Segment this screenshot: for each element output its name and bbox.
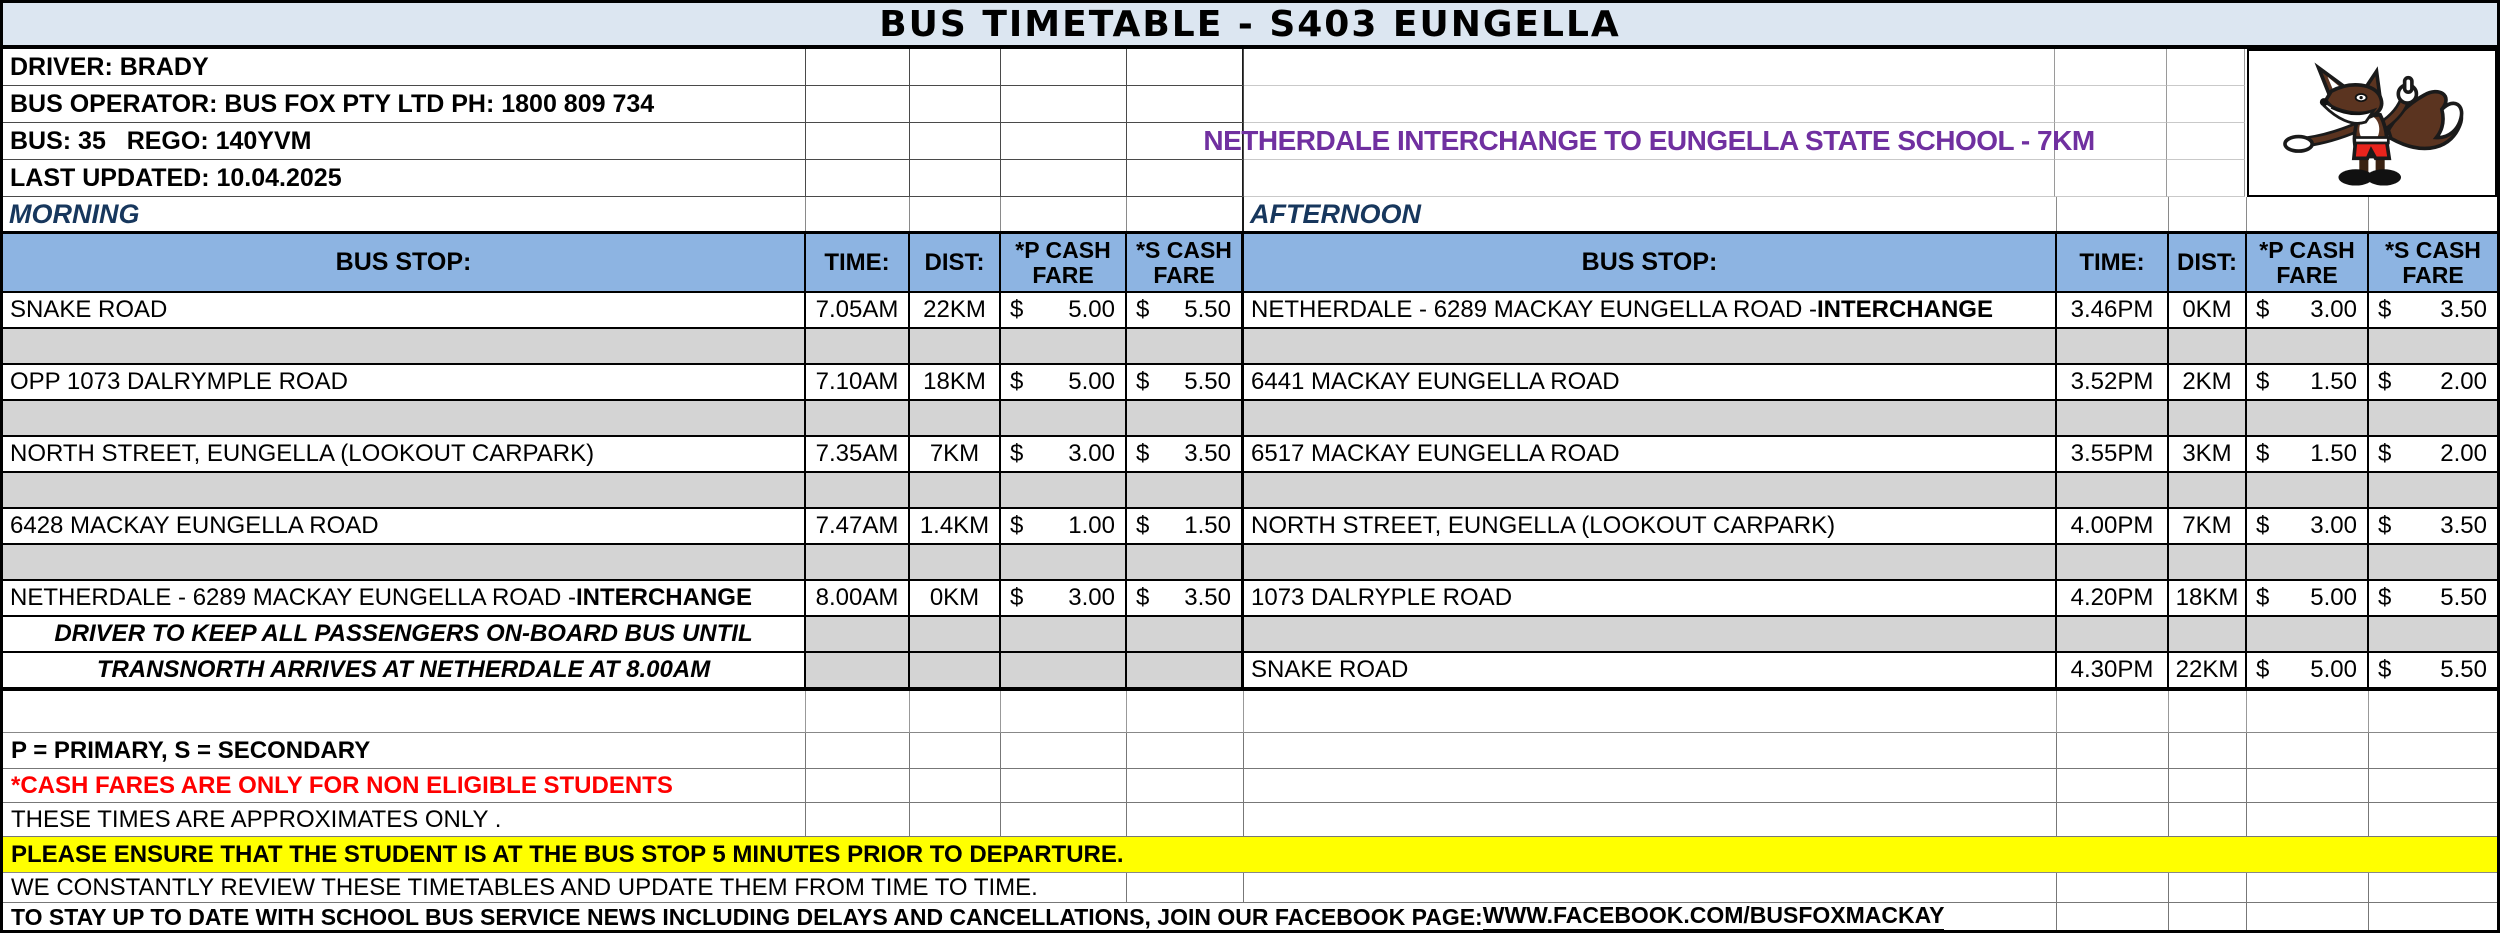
table-row — [3, 293, 2497, 329]
dist-header: DIST: — [910, 234, 1001, 293]
driver-note-row — [3, 653, 2497, 689]
dist-cell: 18KM — [910, 365, 1001, 401]
stop-cell: 6428 MACKAY EUNGELLA ROAD — [3, 509, 806, 545]
s-fare-cell: $ 2.00 — [2369, 437, 2497, 473]
time-header: TIME: — [2057, 234, 2169, 293]
s-fare-cell: $ 1.50 — [1127, 509, 1244, 545]
time-cell: 7.47AM — [806, 509, 910, 545]
timetable-body — [3, 293, 2497, 691]
stop-header: BUS STOP: — [1244, 234, 2057, 293]
cash-fare-warning: *CASH FARES ARE ONLY FOR NON ELIGIBLE STUDENTS — [3, 769, 687, 802]
s-fare-cell: $ 3.50 — [1127, 581, 1244, 617]
s-fare-cell: $ 5.50 — [1127, 365, 1244, 401]
separator-row — [3, 473, 2497, 509]
info-row-operator — [3, 86, 1242, 123]
footer-row-cash-warning — [3, 769, 2497, 803]
footer-row-early-notice — [3, 837, 2497, 873]
table-header-row — [3, 233, 2497, 293]
time-cell: 4.30PM — [2057, 653, 2169, 689]
footer-row-legend — [3, 733, 2497, 769]
s-fare-cell: $ 5.50 — [1127, 293, 1244, 329]
s-fare-cell: $ 2.00 — [2369, 365, 2497, 401]
s-fare-header: *S CASH FARE — [2369, 234, 2497, 293]
s-fare-cell: $ 3.50 — [2369, 509, 2497, 545]
stop-cell: SNAKE ROAD — [3, 293, 806, 329]
separator-row — [3, 401, 2497, 437]
page-title: BUS TIMETABLE - S403 EUNGELLA — [879, 3, 1621, 45]
p-fare-cell: $ 3.00 — [2247, 293, 2369, 329]
driver-note-line2: TRANSNORTH ARRIVES AT NETHERDALE AT 8.00AM — [3, 653, 806, 689]
dist-cell: 7KM — [910, 437, 1001, 473]
time-cell: 8.00AM — [806, 581, 910, 617]
info-zone — [3, 49, 2497, 197]
p-fare-cell: $ 5.00 — [1001, 365, 1127, 401]
dist-cell: 3KM — [2169, 437, 2247, 473]
stop-cell: NETHERDALE - 6289 MACKAY EUNGELLA ROAD - INTERCHANGE — [1244, 293, 2057, 329]
time-cell: 4.00PM — [2057, 509, 2169, 545]
fare-legend: P = PRIMARY, S = SECONDARY — [3, 733, 384, 768]
time-cell: 3.46PM — [2057, 293, 2169, 329]
logo-cell — [2247, 49, 2497, 197]
last-updated-label: LAST UPDATED: 10.04.2025 — [3, 160, 806, 197]
dist-cell: 22KM — [910, 293, 1001, 329]
route-banner-zone — [1203, 49, 2247, 197]
approx-times-note: THESE TIMES ARE APPROXIMATES ONLY . — [3, 803, 515, 836]
s-fare-cell: $ 5.50 — [2369, 653, 2497, 689]
stop-cell: 1073 DALRYPLE ROAD — [1244, 581, 2057, 617]
p-fare-header: *P CASH FARE — [1001, 234, 1127, 293]
time-cell: 7.35AM — [806, 437, 910, 473]
info-row-bus-rego — [3, 123, 1242, 160]
operator-label: BUS OPERATOR: BUS FOX PTY LTD PH: 1800 809 734 — [3, 86, 806, 123]
p-fare-cell: $ 1.50 — [2247, 365, 2369, 401]
dist-header: DIST: — [2169, 234, 2247, 293]
driver-label: DRIVER: BRADY — [3, 49, 806, 86]
p-fare-cell: $ 5.00 — [1001, 293, 1127, 329]
facebook-note: TO STAY UP TO DATE WITH SCHOOL BUS SERVICE NEWS INCLUDING DELAYS AND CANCELLATIONS, JOIN OUR FACEBOOK PAGE: WWW.FACEBOOK.COM/BUSFOXMACKAY — [3, 903, 1958, 931]
p-fare-cell: $ 3.00 — [2247, 509, 2369, 545]
time-cell: 4.20PM — [2057, 581, 2169, 617]
table-row — [3, 437, 2497, 473]
s-fare-cell: $ 3.50 — [1127, 437, 1244, 473]
route-banner: NETHERDALE INTERCHANGE TO EUNGELLA STATE SCHOOL - 7KM — [1244, 123, 2055, 160]
dist-cell: 2KM — [2169, 365, 2247, 401]
footer-row-facebook — [3, 903, 2497, 932]
time-cell: 3.55PM — [2057, 437, 2169, 473]
afternoon-label: AFTERNOON — [1244, 197, 2057, 231]
stop-header: BUS STOP: — [3, 234, 806, 293]
dist-cell: 7KM — [2169, 509, 2247, 545]
info-row-last-updated — [3, 160, 1242, 197]
dist-cell: 18KM — [2169, 581, 2247, 617]
info-row-driver — [3, 49, 1242, 86]
stop-cell: 6441 MACKAY EUNGELLA ROAD — [1244, 365, 2057, 401]
title-bar — [3, 3, 2497, 49]
dist-cell: 1.4KM — [910, 509, 1001, 545]
time-cell: 7.05AM — [806, 293, 910, 329]
table-row — [3, 365, 2497, 401]
s-fare-cell: $ 5.50 — [2369, 581, 2497, 617]
p-fare-cell: $ 5.00 — [2247, 581, 2369, 617]
table-row — [3, 581, 2497, 617]
morning-label: MORNING — [3, 197, 806, 231]
stop-cell: SNAKE ROAD — [1244, 653, 2057, 689]
table-row — [3, 509, 2497, 545]
driver-note-line1: DRIVER TO KEEP ALL PASSENGERS ON-BOARD BUS UNTIL — [3, 617, 806, 653]
p-fare-cell: $ 3.00 — [1001, 581, 1127, 617]
stop-cell: NORTH STREET, EUNGELLA (LOOKOUT CARPARK) — [3, 437, 806, 473]
s-fare-header: *S CASH FARE — [1127, 234, 1244, 293]
driver-note-row — [3, 617, 2497, 653]
stop-cell: OPP 1073 DALRYMPLE ROAD — [3, 365, 806, 401]
time-header: TIME: — [806, 234, 910, 293]
separator-row — [3, 545, 2497, 581]
section-label-row — [3, 197, 2497, 233]
operator-info — [3, 49, 1244, 197]
separator-row — [3, 329, 2497, 365]
dist-cell: 0KM — [2169, 293, 2247, 329]
stop-cell: 6517 MACKAY EUNGELLA ROAD — [1244, 437, 2057, 473]
fox-mascot-icon — [2258, 55, 2486, 191]
dist-cell: 0KM — [910, 581, 1001, 617]
facebook-page-link[interactable]: WWW.FACEBOOK.COM/BUSFOXMACKAY — [1483, 902, 1945, 932]
time-cell: 7.10AM — [806, 365, 910, 401]
footer-row-approx — [3, 803, 2497, 837]
s-fare-cell: $ 3.50 — [2369, 293, 2497, 329]
early-arrival-notice: PLEASE ENSURE THAT THE STUDENT IS AT THE BUS STOP 5 MINUTES PRIOR TO DEPARTURE. — [3, 837, 1138, 872]
dist-cell: 22KM — [2169, 653, 2247, 689]
stop-cell: NORTH STREET, EUNGELLA (LOOKOUT CARPARK) — [1244, 509, 2057, 545]
time-cell: 3.52PM — [2057, 365, 2169, 401]
bus-rego-label: BUS: 35 REGO: 140YVM — [3, 123, 806, 160]
footer-row-review — [3, 873, 2497, 903]
p-fare-cell: $ 3.00 — [1001, 437, 1127, 473]
p-fare-cell: $ 1.00 — [1001, 509, 1127, 545]
p-fare-header: *P CASH FARE — [2247, 234, 2369, 293]
review-note: WE CONSTANTLY REVIEW THESE TIMETABLES AND UPDATE THEM FROM TIME TO TIME. — [3, 873, 1052, 902]
p-fare-cell: $ 1.50 — [2247, 437, 2369, 473]
stop-cell: NETHERDALE - 6289 MACKAY EUNGELLA ROAD - INTERCHANGE — [3, 581, 806, 617]
spacer-row — [3, 691, 2497, 733]
p-fare-cell: $ 5.00 — [2247, 653, 2369, 689]
